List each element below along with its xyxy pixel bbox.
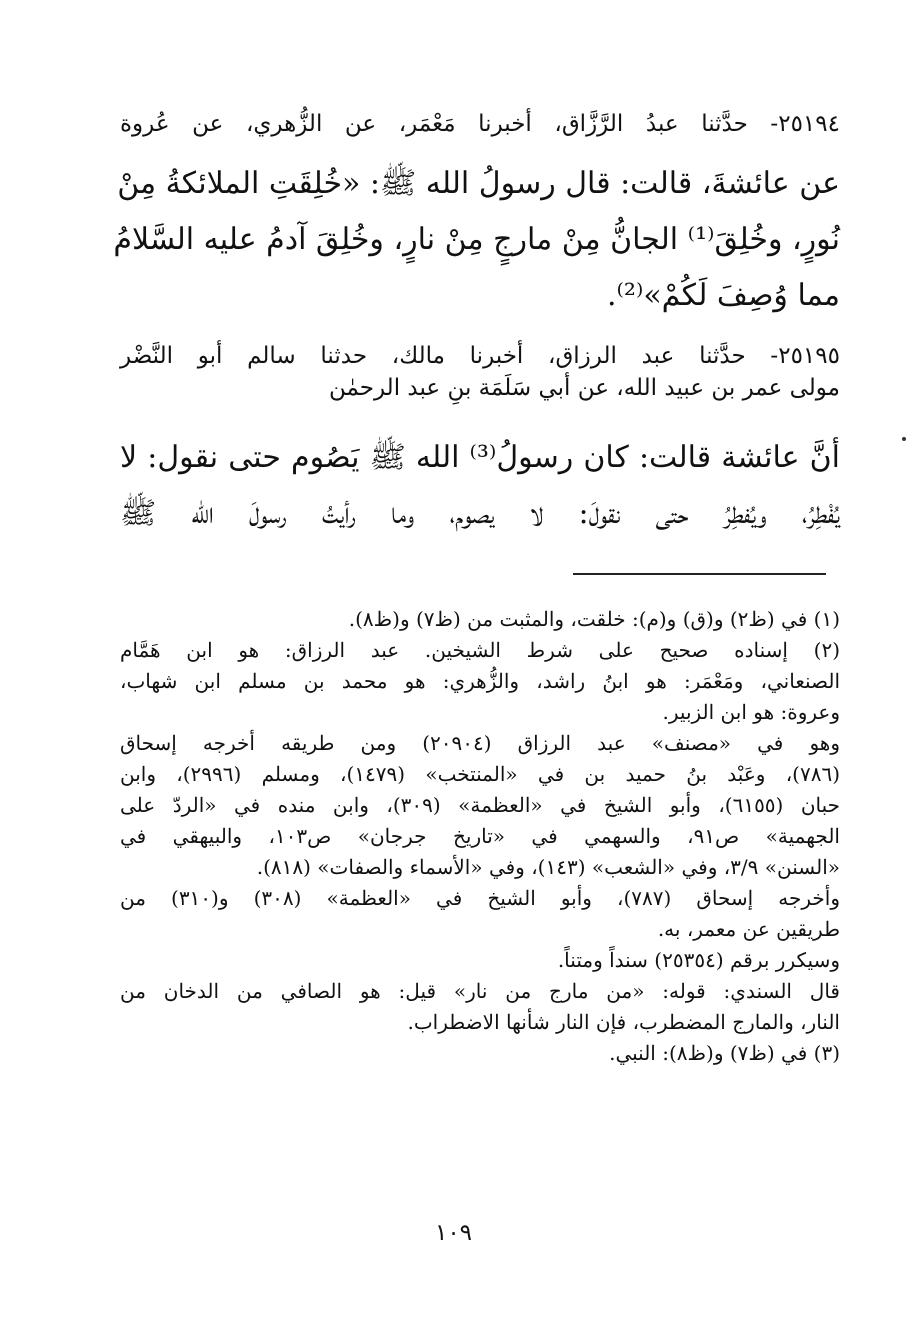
footnote-line: وأخرجه إسحاق (٧٨٧)، وأبو الشيخ في «العظمة» (٣٠٨) و(٣١٠) من <box>120 886 840 910</box>
matn-line: مما وُصِفَ لَكُمْ»⁽²⁾. <box>607 278 840 313</box>
hadith-25195-isnad <box>120 340 840 404</box>
matn-line: يُفْطِرُ، ويُفطِرُ حتى نقولَ: لا يصوم، وما رأيتُ رسولَ الله ﷺ <box>120 496 840 531</box>
footnote-line: طريقين عن معمر، به. <box>657 917 840 941</box>
footnote-line: وسيكرر برقم (٢٥٣٥٤) سنداً ومتناً. <box>557 948 840 972</box>
footnote-line: «السنن» ٣/٩، وفي «الشعب» (١٤٣)، وفي «الأسماء والصفات» (٨١٨). <box>256 855 840 879</box>
matn-line: عن عائشةَ، قالت: قال رسولُ الله ﷺ: «خُلِقَتِ الملائكةُ مِنْ <box>117 166 840 201</box>
footnote-line: (٣) في (ظ٧) و(ظ٨): النبي. <box>609 1041 840 1065</box>
matn-line: أنَّ عائشة قالت: كان رسولُ⁽³⁾ الله ﷺ يَصُوم حتى نقول: لا <box>120 440 840 475</box>
hadith-25195-matn <box>120 430 840 542</box>
footnote-line: الصنعاني، ومَعْمَر: هو ابنُ راشد، والزُّهري: هو محمد بن مسلم ابن شهاب، <box>120 669 840 693</box>
page-number: ١٠٩ <box>434 1220 473 1246</box>
footnote-separator <box>573 573 826 575</box>
isnad-line: ٢٥١٩٥- حدَّثنا عبد الرزاق، أخبرنا مالك، حدثنا سالم أبو النَّضْر <box>120 343 840 369</box>
footnote-line: حبان (٦١٥٥)، وأبو الشيخ في «العظمة» (٣٠٩)، وابن منده في «الردّ على <box>120 793 841 817</box>
footnote-line: قال السندي: قوله: «من مارج من نار» قيل: هو الصافي من الدخان من <box>120 979 840 1003</box>
footnote-line: (١) في (ظ٢) و(ق) و(م): خلقت، والمثبت من (ظ٧) و(ظ٨). <box>348 607 840 631</box>
footnote-line: وهو في «مصنف» عبد الرزاق (٢٠٩٠٤) ومن طريقه أخرجه إسحاق <box>120 731 840 755</box>
hadith-25194-matn <box>113 156 840 324</box>
matn-line: نُورٍ، وخُلِقَ⁽¹⁾ الجانُّ مِنْ مارجٍ مِنْ نارٍ، وخُلِقَ آدمُ عليه السَّلامُ <box>113 222 840 257</box>
footnote-line: (٢) إسناده صحيح على شرط الشيخين. عبد الرزاق: هو ابن هَمَّام <box>120 638 840 662</box>
hadith-25194-isnad <box>120 108 840 140</box>
scan-speck <box>902 437 906 441</box>
footnotes <box>120 604 840 1069</box>
footnote-line: النار، والمارج المضطرب، فإن النار شأنها الاضطراب. <box>407 1010 840 1034</box>
footnote-line: (٧٨٦)، وعَبْد بنُ حميد بن في «المنتخب» (١٤٧٩)، ومسلم (٢٩٩٦)، وابن <box>120 762 841 786</box>
footnote-line: وعروة: هو ابن الزبير. <box>662 700 840 724</box>
isnad-line: ٢٥١٩٤- حدَّثنا عبدُ الرَّزَّاق، أخبرنا مَعْمَر، عن الزُّهري، عن عُروة <box>120 111 840 137</box>
footnote-line: الجهمية» ص٩١، والسهمي في «تاريخ جرجان» ص١٠٣، والبيهقي في <box>120 824 840 848</box>
isnad-line: مولى عمر بن عبيد الله، عن أبي سَلَمَة بنِ عبد الرحمٰن <box>328 375 840 401</box>
